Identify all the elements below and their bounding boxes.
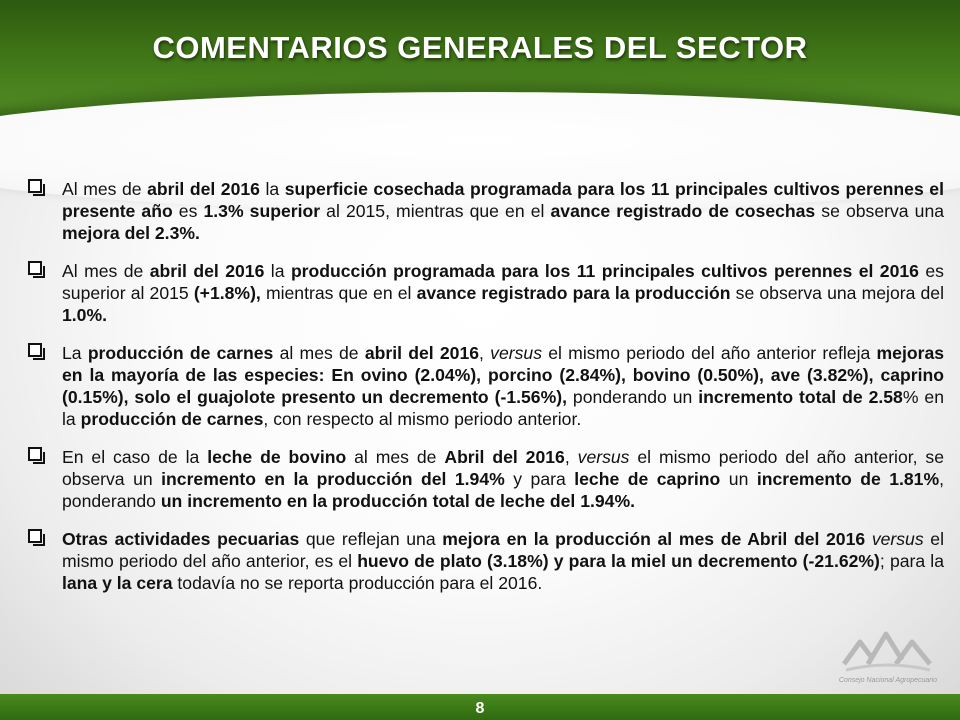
bullet-text-segment: mejoras en la mayoría de las especies: En ovino (2.04%), porcino (2.84%), bovino (0.50%), ave (3.82%), caprino (0.15%), solo el guajolote presento un decremento (-1.56%), <box>62 343 945 407</box>
bullet-text-segment: se observa una <box>815 201 945 221</box>
checkbox-bullet-icon <box>28 447 42 461</box>
bullet-text-segment: la <box>264 261 291 281</box>
bullet-text-segment: , <box>479 343 491 363</box>
bullet-text-segment: incremento de 1.81% <box>756 469 940 489</box>
bullet-text-segment: avance registrado para la producción <box>416 283 731 303</box>
bullet-text-segment: incremento total de 2.58 <box>698 387 903 407</box>
bullet-text-segment: un incremento en la producción total de leche del 1.94%. <box>160 491 635 511</box>
bullet-text-segment: el mismo periodo del año anterior refleja <box>542 343 877 363</box>
bullet-text-segment: Abril del 2016 <box>444 447 565 467</box>
bullet-text-segment: producción de carnes <box>80 409 264 429</box>
bullet-text-segment: leche de bovino <box>207 447 347 467</box>
bullet-text-segment: , con respecto al mismo periodo anterior. <box>263 409 582 429</box>
bullet-text-segment: versus <box>490 343 542 363</box>
bullet-text-segment: % en la <box>62 387 944 429</box>
bullet-text-segment: 1.3% superior <box>203 201 321 221</box>
bullet-text-segment: , <box>564 447 578 467</box>
bullet-text-segment: producción programada para los 11 principales cultivos perennes el 2016 <box>290 261 919 281</box>
bullet-text-segment: ponderando un <box>566 387 699 407</box>
bullet-text-segment: mientras que en el <box>260 283 417 303</box>
bullet-text-segment: al mes de <box>273 343 365 363</box>
bullet-text-segment: al mes de <box>346 447 445 467</box>
bullet-text-segment: al 2015, mientras que en el <box>320 201 551 221</box>
bullet-text-segment: un <box>720 469 757 489</box>
bullet-text-segment: todavía no se reporta producción para el 2016. <box>172 573 543 593</box>
bullet-text-segment: abril del 2016 <box>147 179 260 199</box>
bullet-item <box>28 178 944 244</box>
bullet-text-segment: es superior al 2015 <box>62 261 944 303</box>
bullet-text-segment: mejora del 2.3%. <box>62 223 200 243</box>
bullet-text-segment: producción de carnes <box>87 343 274 363</box>
bullet-text-segment <box>865 529 872 549</box>
bullet-item <box>28 446 944 512</box>
bullet-text-segment: Otras actividades pecuarias <box>62 529 300 549</box>
bullet-text-segment: incremento en la producción del 1.94% <box>161 469 505 489</box>
bullet-text-segment: huevo de plato (3.18%) y para la miel un decremento (-21.62%) <box>357 551 880 571</box>
bullet-text-segment: lana y la cera <box>62 573 173 593</box>
bullet-text-segment: La <box>62 343 88 363</box>
logo-caption: Consejo Nacional Agropecuario <box>838 677 938 684</box>
bullet-text-segment: se observa una mejora del <box>730 283 945 303</box>
bullet-text-segment: y para <box>504 469 575 489</box>
page-number: 8 <box>475 700 485 717</box>
bullet-text-segment: (+1.8%), <box>193 283 261 303</box>
bullet-text-segment: , ponderando <box>62 469 944 511</box>
bullet-text-segment: el mismo periodo del año anterior, se observa un <box>62 447 945 489</box>
bullet-text-segment: Al mes de <box>62 179 148 199</box>
bullet-text-segment: En el caso de la <box>62 447 208 467</box>
bullet-text-segment: es <box>172 201 204 221</box>
checkbox-bullet-icon <box>28 261 42 275</box>
bullet-text-segment: la <box>259 179 285 199</box>
bullet-text-segment: leche de caprino <box>574 469 721 489</box>
bullet-text-segment: que reflejan una <box>299 529 443 549</box>
bullet-item <box>28 342 944 430</box>
slide-title: COMENTARIOS GENERALES DEL SECTOR <box>152 30 808 65</box>
checkbox-bullet-icon <box>28 179 42 193</box>
bullet-text-segment: versus <box>871 529 924 549</box>
bullet-text-segment: ; para la <box>879 551 944 571</box>
bullet-text-segment: superficie cosechada programada para los 11 principales cultivos perennes el presente año <box>62 179 944 221</box>
bullet-text-segment: Al mes de <box>62 261 150 281</box>
bullet-text-segment: abril del 2016 <box>149 261 265 281</box>
bullet-text-segment: el mismo periodo del año anterior, es el <box>62 529 944 571</box>
bullet-text-segment: mejora en la producción al mes de Abril del 2016 <box>442 529 866 549</box>
checkbox-bullet-icon <box>28 529 42 543</box>
bullet-text-segment: avance registrado de cosechas <box>550 201 816 221</box>
bullet-list <box>28 178 944 610</box>
bullet-text-segment: 1.0%. <box>62 305 107 325</box>
bullet-text-segment: versus <box>577 447 630 467</box>
organization-logo-icon <box>838 612 938 686</box>
bullet-item <box>28 528 944 594</box>
bullet-text-segment: abril del 2016 <box>364 343 480 363</box>
bullet-item <box>28 260 944 326</box>
checkbox-bullet-icon <box>28 343 42 357</box>
